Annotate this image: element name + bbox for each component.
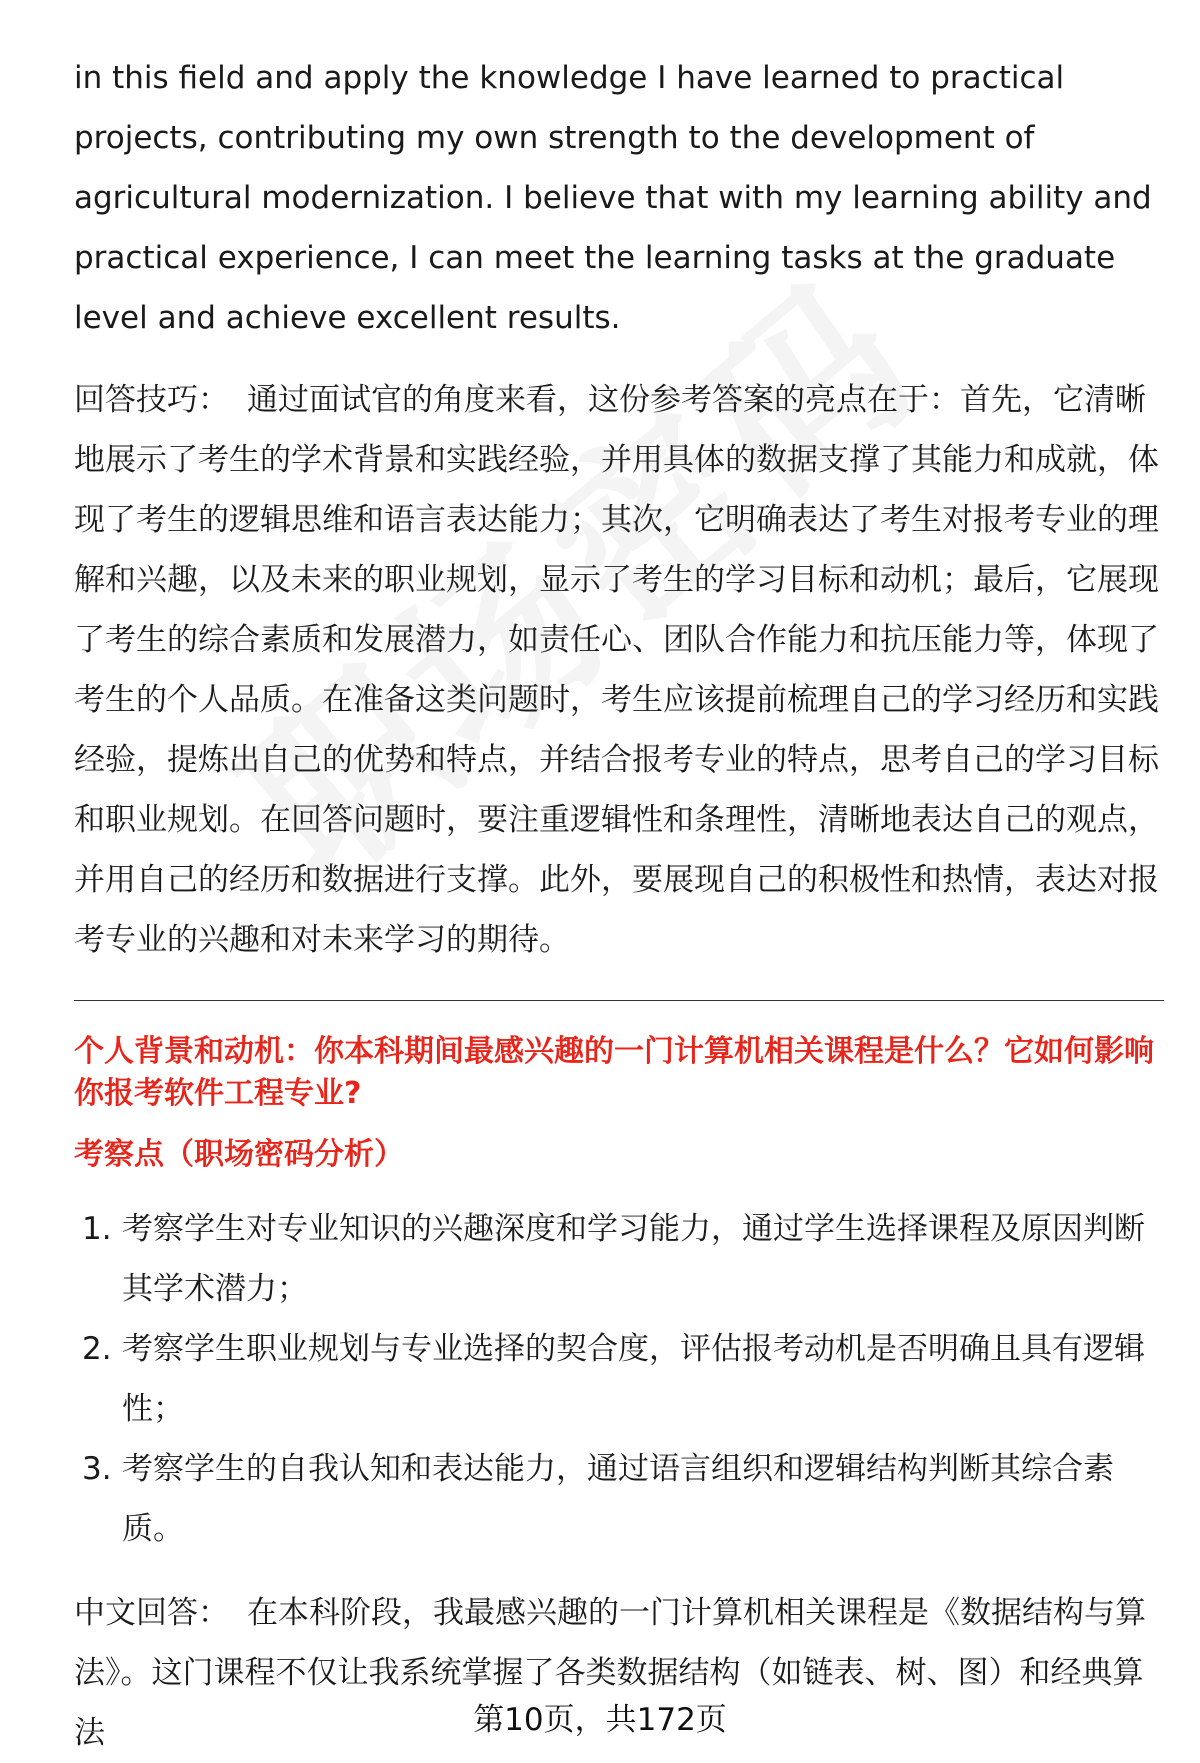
list-number: 1. bbox=[82, 1211, 112, 1247]
list-number: 3. bbox=[82, 1451, 112, 1487]
document-page bbox=[74, 48, 1164, 1763]
question-title: 个人背景和动机：你本科期间最感兴趣的一门计算机相关课程是什么？它如何影响你报考软件工程专业? bbox=[74, 1034, 1154, 1111]
list-item-text: 考察学生对专业知识的兴趣深度和学习能力，通过学生选择课程及原因判断其学术潜力； bbox=[122, 1211, 1145, 1307]
english-answer-paragraph: in this field and apply the knowledge I have learned to practical projects, contributing my own strength to the development of agricultural modernization. I believe that with my learning ability and practical experience, I can meet the learning tasks at the graduate level and achieve excellent results. bbox=[74, 60, 1152, 336]
list-item bbox=[74, 1319, 1164, 1439]
chinese-answer-label: 中文回答： bbox=[74, 1595, 229, 1631]
page-footer: 第10页，共172页 bbox=[473, 1702, 727, 1738]
tips-text: 通过面试官的角度来看，这份参考答案的亮点在于：首先，它清晰地展示了考生的学术背景和实践经验，并用具体的数据支撑了其能力和成就，体现了考生的逻辑思维和语言表达能力；其次，它明确表达了考生对报考专业的理解和兴趣，以及未来的职业规划，显示了考生的学习目标和动机；最后，它展现了考生的综合素质和发展潜力，如责任心、团队合作能力和抗压能力等，体现了考生的个人品质。在准备这类问题时，考生应该提前梳理自己的学习经历和实践经验，提炼出自己的优势和特点，并结合报考专业的特点，思考自己的学习目标和职业规划。在回答问题时，要注重逻辑性和条理性，清晰地表达自己的观点，并用自己的经历和数据进行支撑。此外，要展现自己的积极性和热情，表达对报考专业的兴趣和对未来学习的期待。 bbox=[74, 382, 1159, 958]
section-divider bbox=[74, 1000, 1164, 1001]
chinese-answer-text: 在本科阶段，我最感兴趣的一门计算机相关课程是《数据结构与算法》。这门课程不仅让我系统掌握了各类数据结构（如链表、树、图）和经典算法 bbox=[74, 1595, 1146, 1751]
tips-label: 回答技巧： bbox=[74, 382, 229, 418]
assessment-heading: 考察点（职场密码分析） bbox=[74, 1137, 404, 1172]
list-item bbox=[74, 1199, 1164, 1319]
list-item-text: 考察学生的自我认知和表达能力，通过语言组织和逻辑结构判断其综合素质。 bbox=[122, 1451, 1114, 1547]
list-number: 2. bbox=[82, 1331, 112, 1367]
list-item bbox=[74, 1439, 1164, 1559]
tips-paragraph bbox=[74, 370, 1164, 970]
assessment-list bbox=[74, 1199, 1164, 1559]
list-item-text: 考察学生职业规划与专业选择的契合度，评估报考动机是否明确且具有逻辑性； bbox=[122, 1331, 1145, 1427]
